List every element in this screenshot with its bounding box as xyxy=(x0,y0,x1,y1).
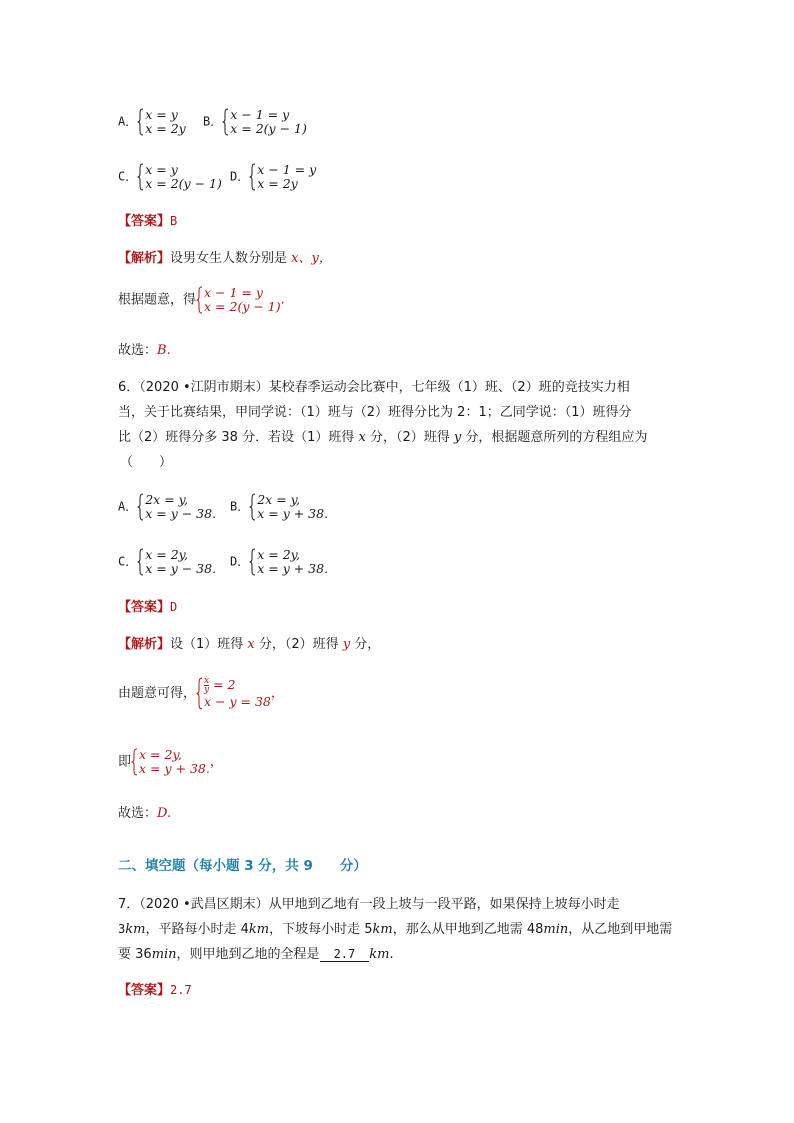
answer-tag: 【答案】 xyxy=(118,214,171,229)
q6-option-c xyxy=(118,548,216,576)
brace-icon xyxy=(222,108,229,136)
q6-line-4: （ ） xyxy=(120,455,173,470)
equation-system: 2x = y, x = y − 38. xyxy=(137,493,216,521)
q6-derivation-2: 即 x = 2y, x = y + 38. ， xyxy=(118,747,223,776)
brace-icon xyxy=(137,108,144,136)
equation-system: x = 2y, x = y + 38. xyxy=(249,548,328,576)
answer-value: 2.7 xyxy=(170,983,192,997)
q5-answer xyxy=(118,210,177,229)
section-heading: 二、填空题（每小题 3 分，共 9 分） xyxy=(118,858,367,874)
brace-icon xyxy=(249,548,256,576)
brace-icon xyxy=(131,748,138,776)
equation-system: x = y x = 2y xyxy=(137,108,186,136)
brace-icon xyxy=(196,677,203,710)
q6-option-b xyxy=(230,493,328,521)
q5-derivation: 根据题意，得 x − 1 = y x = 2(y − 1) . xyxy=(118,285,285,314)
equation-system: x − 1 = y x = 2(y − 1) xyxy=(222,108,307,136)
q6-line-1: 6．（2020 •江阴市期末）某校春季运动会比赛中，七年级（1）班、（2）班的竞技实力相 xyxy=(118,380,630,395)
brace-icon xyxy=(137,493,144,521)
option-label: B． xyxy=(230,499,250,514)
brace-icon xyxy=(137,548,144,576)
answer-tag: 【答案】 xyxy=(118,983,171,998)
equation-system: x = 2y, x = y + 38. xyxy=(131,748,210,776)
q7-line-1: 7．（2020 •武昌区期末）从甲地到乙地有一段上坡与一段平路，如果保持上坡每小时走 xyxy=(118,897,620,912)
equation-system: $\frac{x}{y}$ = 2 x − y = 38 xyxy=(196,677,271,710)
brace-icon xyxy=(137,163,144,191)
brace-icon xyxy=(249,493,256,521)
analysis-tag: 【解析】 xyxy=(118,637,171,652)
q6-analysis: 【解析】设（1）班得 x 分，（2）班得 y 分， xyxy=(118,637,381,652)
q7-answer xyxy=(118,979,192,998)
q6-line-3: 比（2）班得分多 38 分．若设（1）班得 x 分，（2）班得 y 分，根据题意所列的方程组应为 xyxy=(118,430,648,445)
answer-value: B xyxy=(170,214,178,228)
equation-system: x − 1 = y x = 2(y − 1) xyxy=(196,286,281,314)
brace-icon xyxy=(249,163,256,191)
equation-system: x = 2y, x = y − 38. xyxy=(137,548,216,576)
q5-option-c xyxy=(118,163,222,191)
analysis-tag: 【解析】 xyxy=(118,251,171,266)
equation-system: x = y x = 2(y − 1) xyxy=(137,163,222,191)
option-label: A． xyxy=(118,499,138,514)
answer-value: D xyxy=(170,600,178,614)
q7-line-3: 要 36min，则甲地到乙地的全程是 2.7 km. xyxy=(118,947,394,962)
q5-option-b xyxy=(203,108,307,136)
option-label: B． xyxy=(203,114,223,129)
q6-option-d xyxy=(230,548,328,576)
q6-conclusion: 故选：D. xyxy=(118,806,172,821)
option-label: D． xyxy=(230,169,250,184)
option-label: A． xyxy=(118,114,138,129)
fraction: $\frac{x}{y}$ xyxy=(204,676,210,695)
answer-tag: 【答案】 xyxy=(118,600,171,615)
q5-option-a xyxy=(118,108,186,136)
equation-system: x − 1 = y x = 2y xyxy=(249,163,316,191)
q5-conclusion: 故选：B. xyxy=(118,343,171,358)
option-label: C． xyxy=(118,554,138,569)
q5-analysis: 【解析】设男女生人数分别是 x、y， xyxy=(118,251,332,266)
q6-option-a xyxy=(118,493,216,521)
brace-icon xyxy=(196,286,203,314)
q5-option-d xyxy=(230,163,316,191)
option-label: C． xyxy=(118,169,138,184)
q6-line-2: 当，关于比赛结果，甲同学说：（1）班与（2）班得分比为 2：1；乙同学说：（1）班得分 xyxy=(118,405,632,420)
q7-line-2: 3km，平路每小时走 4km，下坡每小时走 5km，那么从甲地到乙地需 48min，从乙地到甲地需 xyxy=(118,922,673,937)
equation-system: 2x = y, x = y + 38. xyxy=(249,493,328,521)
q6-answer xyxy=(118,596,177,615)
answer-blank: 2.7 xyxy=(320,947,370,962)
q6-derivation-1: 由题意可得， $\frac{x}{y}$ = 2 x − y = 38 ， xyxy=(118,676,284,709)
option-label: D． xyxy=(230,554,250,569)
